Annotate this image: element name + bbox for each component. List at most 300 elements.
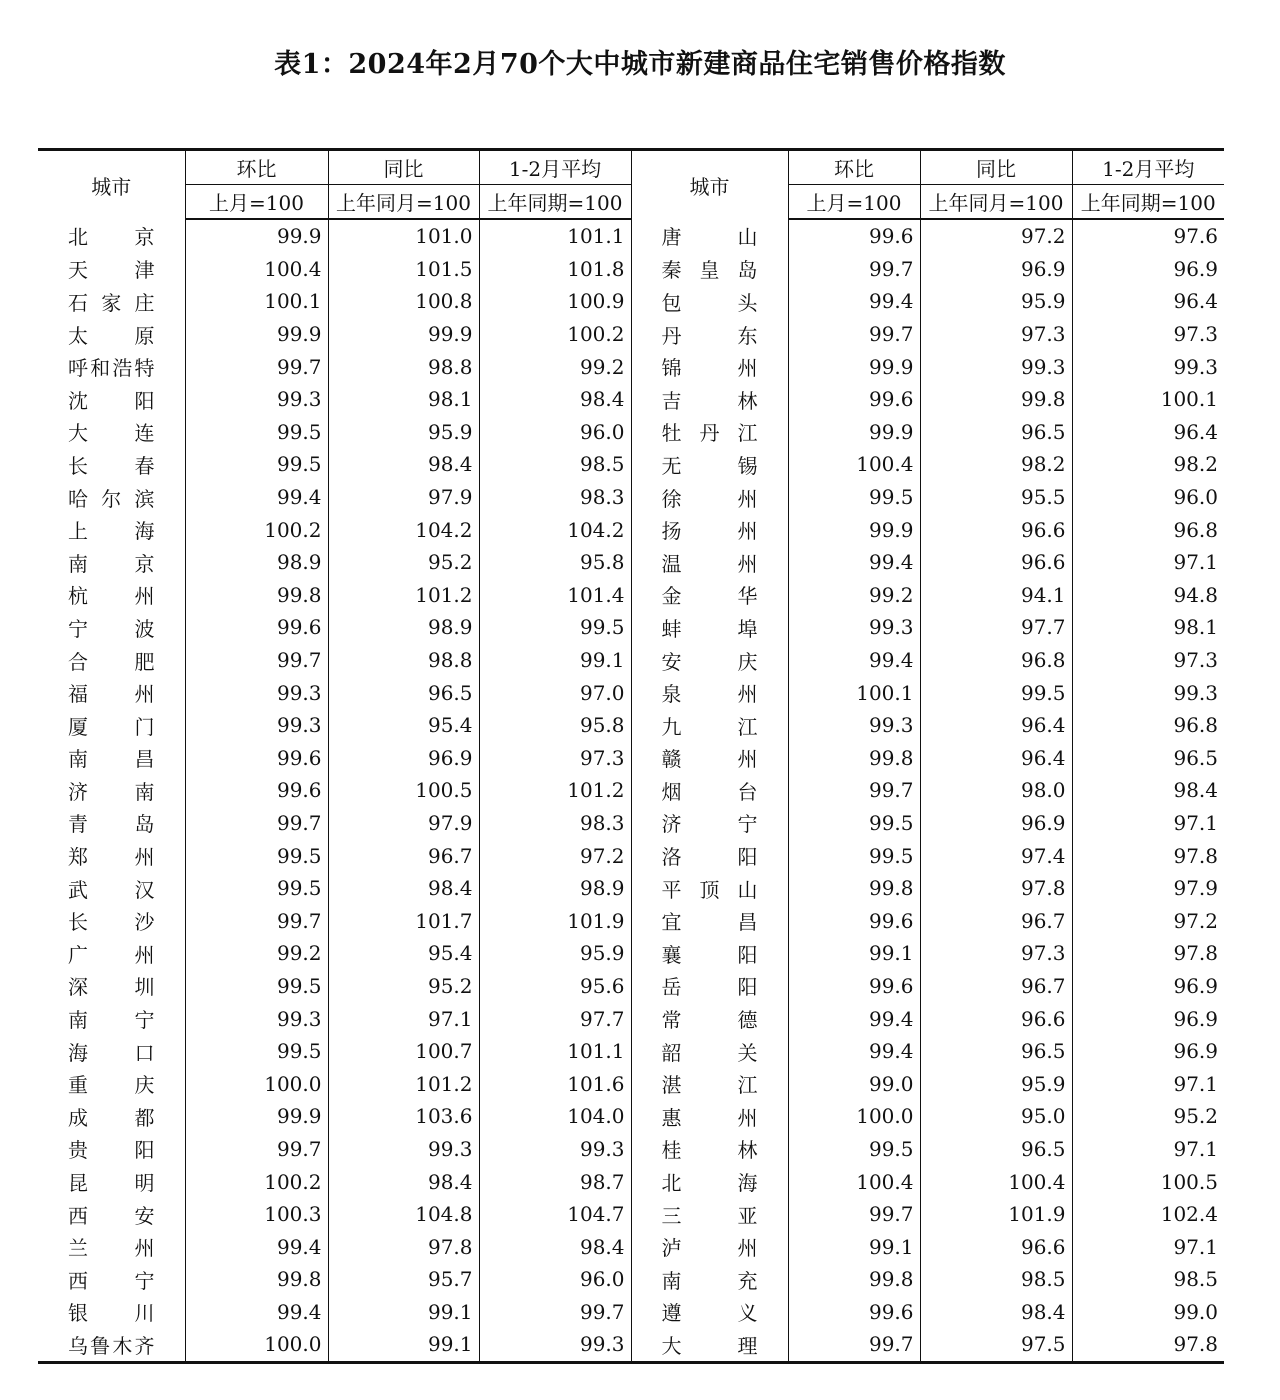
right-avg-cell: 97.8: [1072, 937, 1224, 970]
table-row: [38, 318, 1224, 351]
right-avg-cell: 98.5: [1072, 1263, 1224, 1296]
left-city-cell: 郑州: [68, 845, 155, 870]
right-mom-cell: 99.5: [788, 839, 920, 872]
header-mom-base-right: 上月=100: [788, 185, 920, 220]
right-yoy-cell: 99.5: [920, 676, 1072, 709]
right-yoy-cell: 96.4: [920, 709, 1072, 742]
right-city-cell: 襄阳: [631, 937, 788, 970]
table-row: [38, 383, 1224, 416]
right-yoy-cell: 98.5: [920, 1263, 1072, 1296]
right-city-cell: 岳阳: [631, 970, 788, 1003]
right-mom-cell: 100.4: [788, 1165, 920, 1198]
right-avg-cell: 97.1: [1072, 1067, 1224, 1100]
left-avg-cell: 98.4: [479, 1230, 631, 1263]
table-row: [38, 219, 1224, 253]
right-mom-cell: 99.4: [788, 644, 920, 677]
table-row: [38, 1100, 1224, 1133]
left-city-cell: 重庆: [68, 1073, 155, 1098]
left-yoy-cell: 100.7: [328, 1035, 479, 1068]
left-avg-cell: 95.9: [479, 937, 631, 970]
table-row: [38, 1035, 1224, 1068]
left-mom-cell: 99.7: [185, 904, 328, 937]
right-avg-cell: 96.9: [1072, 970, 1224, 1003]
right-mom-cell: 99.4: [788, 285, 920, 318]
right-mom-cell: 99.8: [788, 742, 920, 775]
left-yoy-cell: 101.2: [328, 1067, 479, 1100]
right-avg-cell: 98.4: [1072, 774, 1224, 807]
table-row: [38, 709, 1224, 742]
right-yoy-cell: 96.7: [920, 904, 1072, 937]
left-city-cell: 合肥: [68, 649, 155, 674]
right-city-cell: 湛江: [631, 1067, 788, 1100]
left-mom-cell: 100.0: [185, 1067, 328, 1100]
right-yoy-cell: 96.5: [920, 1133, 1072, 1166]
right-yoy-cell: 97.8: [920, 872, 1072, 905]
left-avg-cell: 99.3: [479, 1133, 631, 1166]
left-mom-cell: 99.7: [185, 1133, 328, 1166]
right-yoy-cell: 96.5: [920, 416, 1072, 449]
right-avg-cell: 97.8: [1072, 839, 1224, 872]
table-row: [38, 1263, 1224, 1296]
table-row: [38, 970, 1224, 1003]
right-avg-cell: 97.9: [1072, 872, 1224, 905]
left-mom-cell: 100.0: [185, 1328, 328, 1362]
right-yoy-cell: 97.2: [920, 219, 1072, 253]
left-avg-cell: 99.1: [479, 644, 631, 677]
right-city-cell: 惠州: [631, 1100, 788, 1133]
left-mom-cell: 99.7: [185, 350, 328, 383]
header-city-right: 城市: [631, 150, 788, 220]
left-city-cell: 石家庄: [68, 290, 155, 315]
left-yoy-cell: 98.4: [328, 1165, 479, 1198]
right-yoy-cell: 98.0: [920, 774, 1072, 807]
table-row: [38, 546, 1224, 579]
right-mom-cell: 99.7: [788, 1328, 920, 1362]
left-yoy-cell: 96.7: [328, 839, 479, 872]
table-row: [38, 839, 1224, 872]
right-city-cell: 南充: [631, 1263, 788, 1296]
table-body: [38, 219, 1224, 1362]
header-yoy-left: 同比: [328, 150, 479, 185]
left-mom-cell: 99.5: [185, 448, 328, 481]
left-city-cell: 成都: [68, 1105, 155, 1130]
left-avg-cell: 97.2: [479, 839, 631, 872]
header-yoy-base-left: 上年同月=100: [328, 185, 479, 220]
right-avg-cell: 96.0: [1072, 481, 1224, 514]
left-city-cell: 杭州: [68, 584, 155, 609]
right-city-cell: 洛阳: [631, 839, 788, 872]
right-city-cell: 包头: [631, 285, 788, 318]
left-mom-cell: 99.8: [185, 1263, 328, 1296]
left-yoy-cell: 100.8: [328, 285, 479, 318]
left-avg-cell: 95.8: [479, 546, 631, 579]
left-mom-cell: 99.5: [185, 872, 328, 905]
right-mom-cell: 99.3: [788, 709, 920, 742]
left-avg-cell: 101.4: [479, 579, 631, 612]
left-avg-cell: 98.9: [479, 872, 631, 905]
header-mom-base-left: 上月=100: [185, 185, 328, 220]
left-yoy-cell: 97.9: [328, 481, 479, 514]
left-yoy-cell: 99.1: [328, 1296, 479, 1329]
right-city-cell: 徐州: [631, 481, 788, 514]
right-avg-cell: 96.4: [1072, 285, 1224, 318]
right-mom-cell: 99.1: [788, 937, 920, 970]
header-mom-right: 环比: [788, 150, 920, 185]
right-avg-cell: 97.1: [1072, 1230, 1224, 1263]
left-yoy-cell: 99.1: [328, 1328, 479, 1362]
left-avg-cell: 98.3: [479, 481, 631, 514]
table-row: [38, 807, 1224, 840]
table-row: [38, 448, 1224, 481]
left-yoy-cell: 101.7: [328, 904, 479, 937]
right-mom-cell: 99.8: [788, 1263, 920, 1296]
right-mom-cell: 99.4: [788, 1002, 920, 1035]
table-row: [38, 742, 1224, 775]
left-city-cell: 乌鲁木齐: [68, 1333, 155, 1358]
table-row: [38, 1230, 1224, 1263]
left-yoy-cell: 101.5: [328, 253, 479, 286]
left-city-cell: 沈阳: [68, 388, 155, 413]
right-yoy-cell: 101.9: [920, 1198, 1072, 1231]
left-yoy-cell: 95.4: [328, 709, 479, 742]
right-avg-cell: 97.2: [1072, 904, 1224, 937]
right-city-cell: 锦州: [631, 350, 788, 383]
right-mom-cell: 99.7: [788, 774, 920, 807]
table-row: [38, 1165, 1224, 1198]
right-yoy-cell: 100.4: [920, 1165, 1072, 1198]
left-mom-cell: 99.7: [185, 644, 328, 677]
left-city-cell: 青岛: [68, 812, 155, 837]
right-yoy-cell: 96.4: [920, 742, 1072, 775]
left-yoy-cell: 96.5: [328, 676, 479, 709]
right-avg-cell: 100.1: [1072, 383, 1224, 416]
right-yoy-cell: 99.8: [920, 383, 1072, 416]
left-city-cell: 哈尔滨: [68, 486, 155, 511]
table-row: [38, 644, 1224, 677]
right-avg-cell: 96.9: [1072, 1035, 1224, 1068]
right-city-cell: 三亚: [631, 1198, 788, 1231]
left-city-cell: 呼和浩特: [68, 356, 155, 381]
left-avg-cell: 100.2: [479, 318, 631, 351]
left-mom-cell: 100.2: [185, 1165, 328, 1198]
table-row: [38, 937, 1224, 970]
left-yoy-cell: 97.8: [328, 1230, 479, 1263]
left-avg-cell: 98.4: [479, 383, 631, 416]
right-avg-cell: 97.6: [1072, 219, 1224, 253]
right-avg-cell: 96.4: [1072, 416, 1224, 449]
left-city-cell: 南宁: [68, 1008, 155, 1033]
table-row: [38, 676, 1224, 709]
table-row: [38, 774, 1224, 807]
table-row: [38, 481, 1224, 514]
right-mom-cell: 99.7: [788, 253, 920, 286]
right-city-cell: 赣州: [631, 742, 788, 775]
left-avg-cell: 99.7: [479, 1296, 631, 1329]
left-city-cell: 海口: [68, 1040, 155, 1065]
right-yoy-cell: 96.8: [920, 644, 1072, 677]
right-yoy-cell: 95.5: [920, 481, 1072, 514]
right-city-cell: 安庆: [631, 644, 788, 677]
header-avg-right: 1-2月平均: [1072, 150, 1224, 185]
right-avg-cell: 97.3: [1072, 644, 1224, 677]
right-mom-cell: 99.6: [788, 970, 920, 1003]
left-mom-cell: 99.5: [185, 1035, 328, 1068]
left-avg-cell: 96.0: [479, 416, 631, 449]
table-title: 表1：2024年2月70个大中城市新建商品住宅销售价格指数: [274, 49, 1006, 80]
right-avg-cell: 96.8: [1072, 709, 1224, 742]
right-city-cell: 桂林: [631, 1133, 788, 1166]
left-mom-cell: 99.4: [185, 1230, 328, 1263]
right-avg-cell: 96.8: [1072, 513, 1224, 546]
left-yoy-cell: 98.8: [328, 644, 479, 677]
left-yoy-cell: 101.2: [328, 579, 479, 612]
right-yoy-cell: 97.4: [920, 839, 1072, 872]
right-yoy-cell: 94.1: [920, 579, 1072, 612]
left-yoy-cell: 95.4: [328, 937, 479, 970]
left-avg-cell: 104.0: [479, 1100, 631, 1133]
header-avg-base-left: 上年同期=100: [479, 185, 631, 220]
right-mom-cell: 99.6: [788, 219, 920, 253]
left-yoy-cell: 98.8: [328, 350, 479, 383]
right-yoy-cell: 96.9: [920, 807, 1072, 840]
left-mom-cell: 99.9: [185, 318, 328, 351]
table-row: [38, 1067, 1224, 1100]
right-mom-cell: 99.8: [788, 872, 920, 905]
left-mom-cell: 99.8: [185, 579, 328, 612]
right-yoy-cell: 96.6: [920, 1002, 1072, 1035]
right-avg-cell: 99.3: [1072, 676, 1224, 709]
right-yoy-cell: 97.5: [920, 1328, 1072, 1362]
right-mom-cell: 99.9: [788, 513, 920, 546]
left-city-cell: 长沙: [68, 910, 155, 935]
left-mom-cell: 99.5: [185, 839, 328, 872]
left-mom-cell: 99.9: [185, 1100, 328, 1133]
left-avg-cell: 104.2: [479, 513, 631, 546]
left-city-cell: 大连: [68, 421, 155, 446]
left-mom-cell: 99.4: [185, 1296, 328, 1329]
right-city-cell: 韶关: [631, 1035, 788, 1068]
left-avg-cell: 98.3: [479, 807, 631, 840]
left-city-cell: 济南: [68, 779, 155, 804]
right-mom-cell: 99.2: [788, 579, 920, 612]
right-city-cell: 宜昌: [631, 904, 788, 937]
left-mom-cell: 99.3: [185, 383, 328, 416]
left-avg-cell: 98.7: [479, 1165, 631, 1198]
table-row: [38, 1002, 1224, 1035]
left-city-cell: 银川: [68, 1301, 155, 1326]
left-yoy-cell: 96.9: [328, 742, 479, 775]
right-yoy-cell: 96.6: [920, 546, 1072, 579]
right-city-cell: 常德: [631, 1002, 788, 1035]
right-avg-cell: 99.3: [1072, 350, 1224, 383]
left-yoy-cell: 104.8: [328, 1198, 479, 1231]
left-yoy-cell: 99.3: [328, 1133, 479, 1166]
right-yoy-cell: 97.3: [920, 937, 1072, 970]
left-avg-cell: 97.3: [479, 742, 631, 775]
left-city-cell: 贵阳: [68, 1138, 155, 1163]
right-avg-cell: 96.5: [1072, 742, 1224, 775]
left-city-cell: 昆明: [68, 1171, 155, 1196]
left-mom-cell: 99.6: [185, 611, 328, 644]
right-mom-cell: 99.0: [788, 1067, 920, 1100]
right-mom-cell: 100.0: [788, 1100, 920, 1133]
left-city-cell: 长春: [68, 453, 155, 478]
table-row: [38, 1296, 1224, 1329]
right-city-cell: 泸州: [631, 1230, 788, 1263]
left-mom-cell: 99.2: [185, 937, 328, 970]
left-city-cell: 宁波: [68, 616, 155, 641]
header-city-left: 城市: [91, 174, 132, 199]
left-mom-cell: 99.5: [185, 970, 328, 1003]
left-yoy-cell: 97.9: [328, 807, 479, 840]
right-avg-cell: 97.3: [1072, 318, 1224, 351]
left-avg-cell: 95.6: [479, 970, 631, 1003]
right-mom-cell: 99.6: [788, 904, 920, 937]
left-avg-cell: 101.9: [479, 904, 631, 937]
right-yoy-cell: 97.3: [920, 318, 1072, 351]
price-index-table: [38, 148, 1224, 1364]
table-row: [38, 1133, 1224, 1166]
right-yoy-cell: 98.2: [920, 448, 1072, 481]
left-yoy-cell: 98.9: [328, 611, 479, 644]
right-avg-cell: 99.0: [1072, 1296, 1224, 1329]
left-city-cell: 广州: [68, 942, 155, 967]
right-avg-cell: 100.5: [1072, 1165, 1224, 1198]
left-mom-cell: 100.2: [185, 513, 328, 546]
right-mom-cell: 99.5: [788, 1133, 920, 1166]
left-avg-cell: 99.2: [479, 350, 631, 383]
left-yoy-cell: 98.4: [328, 448, 479, 481]
left-avg-cell: 96.0: [479, 1263, 631, 1296]
right-mom-cell: 99.6: [788, 1296, 920, 1329]
right-avg-cell: 98.2: [1072, 448, 1224, 481]
table-row: [38, 253, 1224, 286]
right-mom-cell: 99.4: [788, 546, 920, 579]
table-row: [38, 1328, 1224, 1362]
right-mom-cell: 99.5: [788, 807, 920, 840]
left-avg-cell: 97.7: [479, 1002, 631, 1035]
right-city-cell: 秦皇岛: [631, 253, 788, 286]
header-avg-base-right: 上年同期=100: [1072, 185, 1224, 220]
right-city-cell: 泉州: [631, 676, 788, 709]
right-mom-cell: 100.4: [788, 448, 920, 481]
right-avg-cell: 95.2: [1072, 1100, 1224, 1133]
left-city-cell: 兰州: [68, 1236, 155, 1261]
left-mom-cell: 98.9: [185, 546, 328, 579]
table-row: [38, 513, 1224, 546]
left-yoy-cell: 99.9: [328, 318, 479, 351]
right-mom-cell: 99.4: [788, 1035, 920, 1068]
left-mom-cell: 99.5: [185, 416, 328, 449]
left-city-cell: 深圳: [68, 975, 155, 1000]
left-avg-cell: 95.8: [479, 709, 631, 742]
right-city-cell: 金华: [631, 579, 788, 612]
left-yoy-cell: 98.1: [328, 383, 479, 416]
left-city-cell: 福州: [68, 682, 155, 707]
right-mom-cell: 99.6: [788, 383, 920, 416]
right-city-cell: 平顶山: [631, 872, 788, 905]
left-city-cell: 西安: [68, 1203, 155, 1228]
right-mom-cell: 99.7: [788, 318, 920, 351]
left-avg-cell: 101.1: [479, 1035, 631, 1068]
left-avg-cell: 101.2: [479, 774, 631, 807]
right-avg-cell: 98.1: [1072, 611, 1224, 644]
left-avg-cell: 100.9: [479, 285, 631, 318]
left-avg-cell: 99.3: [479, 1328, 631, 1362]
left-mom-cell: 99.6: [185, 742, 328, 775]
right-mom-cell: 99.7: [788, 1198, 920, 1231]
right-avg-cell: 97.8: [1072, 1328, 1224, 1362]
left-yoy-cell: 95.7: [328, 1263, 479, 1296]
right-mom-cell: 99.5: [788, 481, 920, 514]
left-mom-cell: 100.4: [185, 253, 328, 286]
table-row: [38, 416, 1224, 449]
right-yoy-cell: 98.4: [920, 1296, 1072, 1329]
left-city-cell: 北京: [68, 225, 155, 250]
right-city-cell: 牡丹江: [631, 416, 788, 449]
left-mom-cell: 99.9: [185, 219, 328, 253]
right-yoy-cell: 95.0: [920, 1100, 1072, 1133]
table-row: [38, 872, 1224, 905]
left-yoy-cell: 103.6: [328, 1100, 479, 1133]
right-city-cell: 无锡: [631, 448, 788, 481]
left-city-cell: 西宁: [68, 1268, 155, 1293]
right-mom-cell: 100.1: [788, 676, 920, 709]
left-city-cell: 天津: [68, 258, 155, 283]
right-city-cell: 遵义: [631, 1296, 788, 1329]
right-city-cell: 北海: [631, 1165, 788, 1198]
right-city-cell: 唐山: [631, 219, 788, 253]
right-mom-cell: 99.9: [788, 350, 920, 383]
right-yoy-cell: 96.6: [920, 513, 1072, 546]
right-city-cell: 济宁: [631, 807, 788, 840]
left-yoy-cell: 95.9: [328, 416, 479, 449]
left-avg-cell: 104.7: [479, 1198, 631, 1231]
table-row: [38, 350, 1224, 383]
left-avg-cell: 101.1: [479, 219, 631, 253]
right-city-cell: 扬州: [631, 513, 788, 546]
left-city-cell: 南京: [68, 551, 155, 576]
left-city-cell: 南昌: [68, 747, 155, 772]
left-yoy-cell: 101.0: [328, 219, 479, 253]
left-city-cell: 厦门: [68, 714, 155, 739]
left-mom-cell: 99.3: [185, 676, 328, 709]
left-yoy-cell: 98.4: [328, 872, 479, 905]
left-yoy-cell: 95.2: [328, 970, 479, 1003]
left-mom-cell: 100.1: [185, 285, 328, 318]
right-mom-cell: 99.1: [788, 1230, 920, 1263]
right-yoy-cell: 96.9: [920, 253, 1072, 286]
left-mom-cell: 99.4: [185, 481, 328, 514]
left-avg-cell: 101.6: [479, 1067, 631, 1100]
left-yoy-cell: 95.2: [328, 546, 479, 579]
right-avg-cell: 97.1: [1072, 1133, 1224, 1166]
right-yoy-cell: 99.3: [920, 350, 1072, 383]
right-avg-cell: 97.1: [1072, 807, 1224, 840]
right-avg-cell: 94.8: [1072, 579, 1224, 612]
left-mom-cell: 100.3: [185, 1198, 328, 1231]
left-yoy-cell: 97.1: [328, 1002, 479, 1035]
left-avg-cell: 98.5: [479, 448, 631, 481]
left-mom-cell: 99.3: [185, 1002, 328, 1035]
right-yoy-cell: 96.5: [920, 1035, 1072, 1068]
header-yoy-base-right: 上年同月=100: [920, 185, 1072, 220]
right-mom-cell: 99.9: [788, 416, 920, 449]
header-yoy-right: 同比: [920, 150, 1072, 185]
right-city-cell: 温州: [631, 546, 788, 579]
right-mom-cell: 99.3: [788, 611, 920, 644]
left-mom-cell: 99.3: [185, 709, 328, 742]
